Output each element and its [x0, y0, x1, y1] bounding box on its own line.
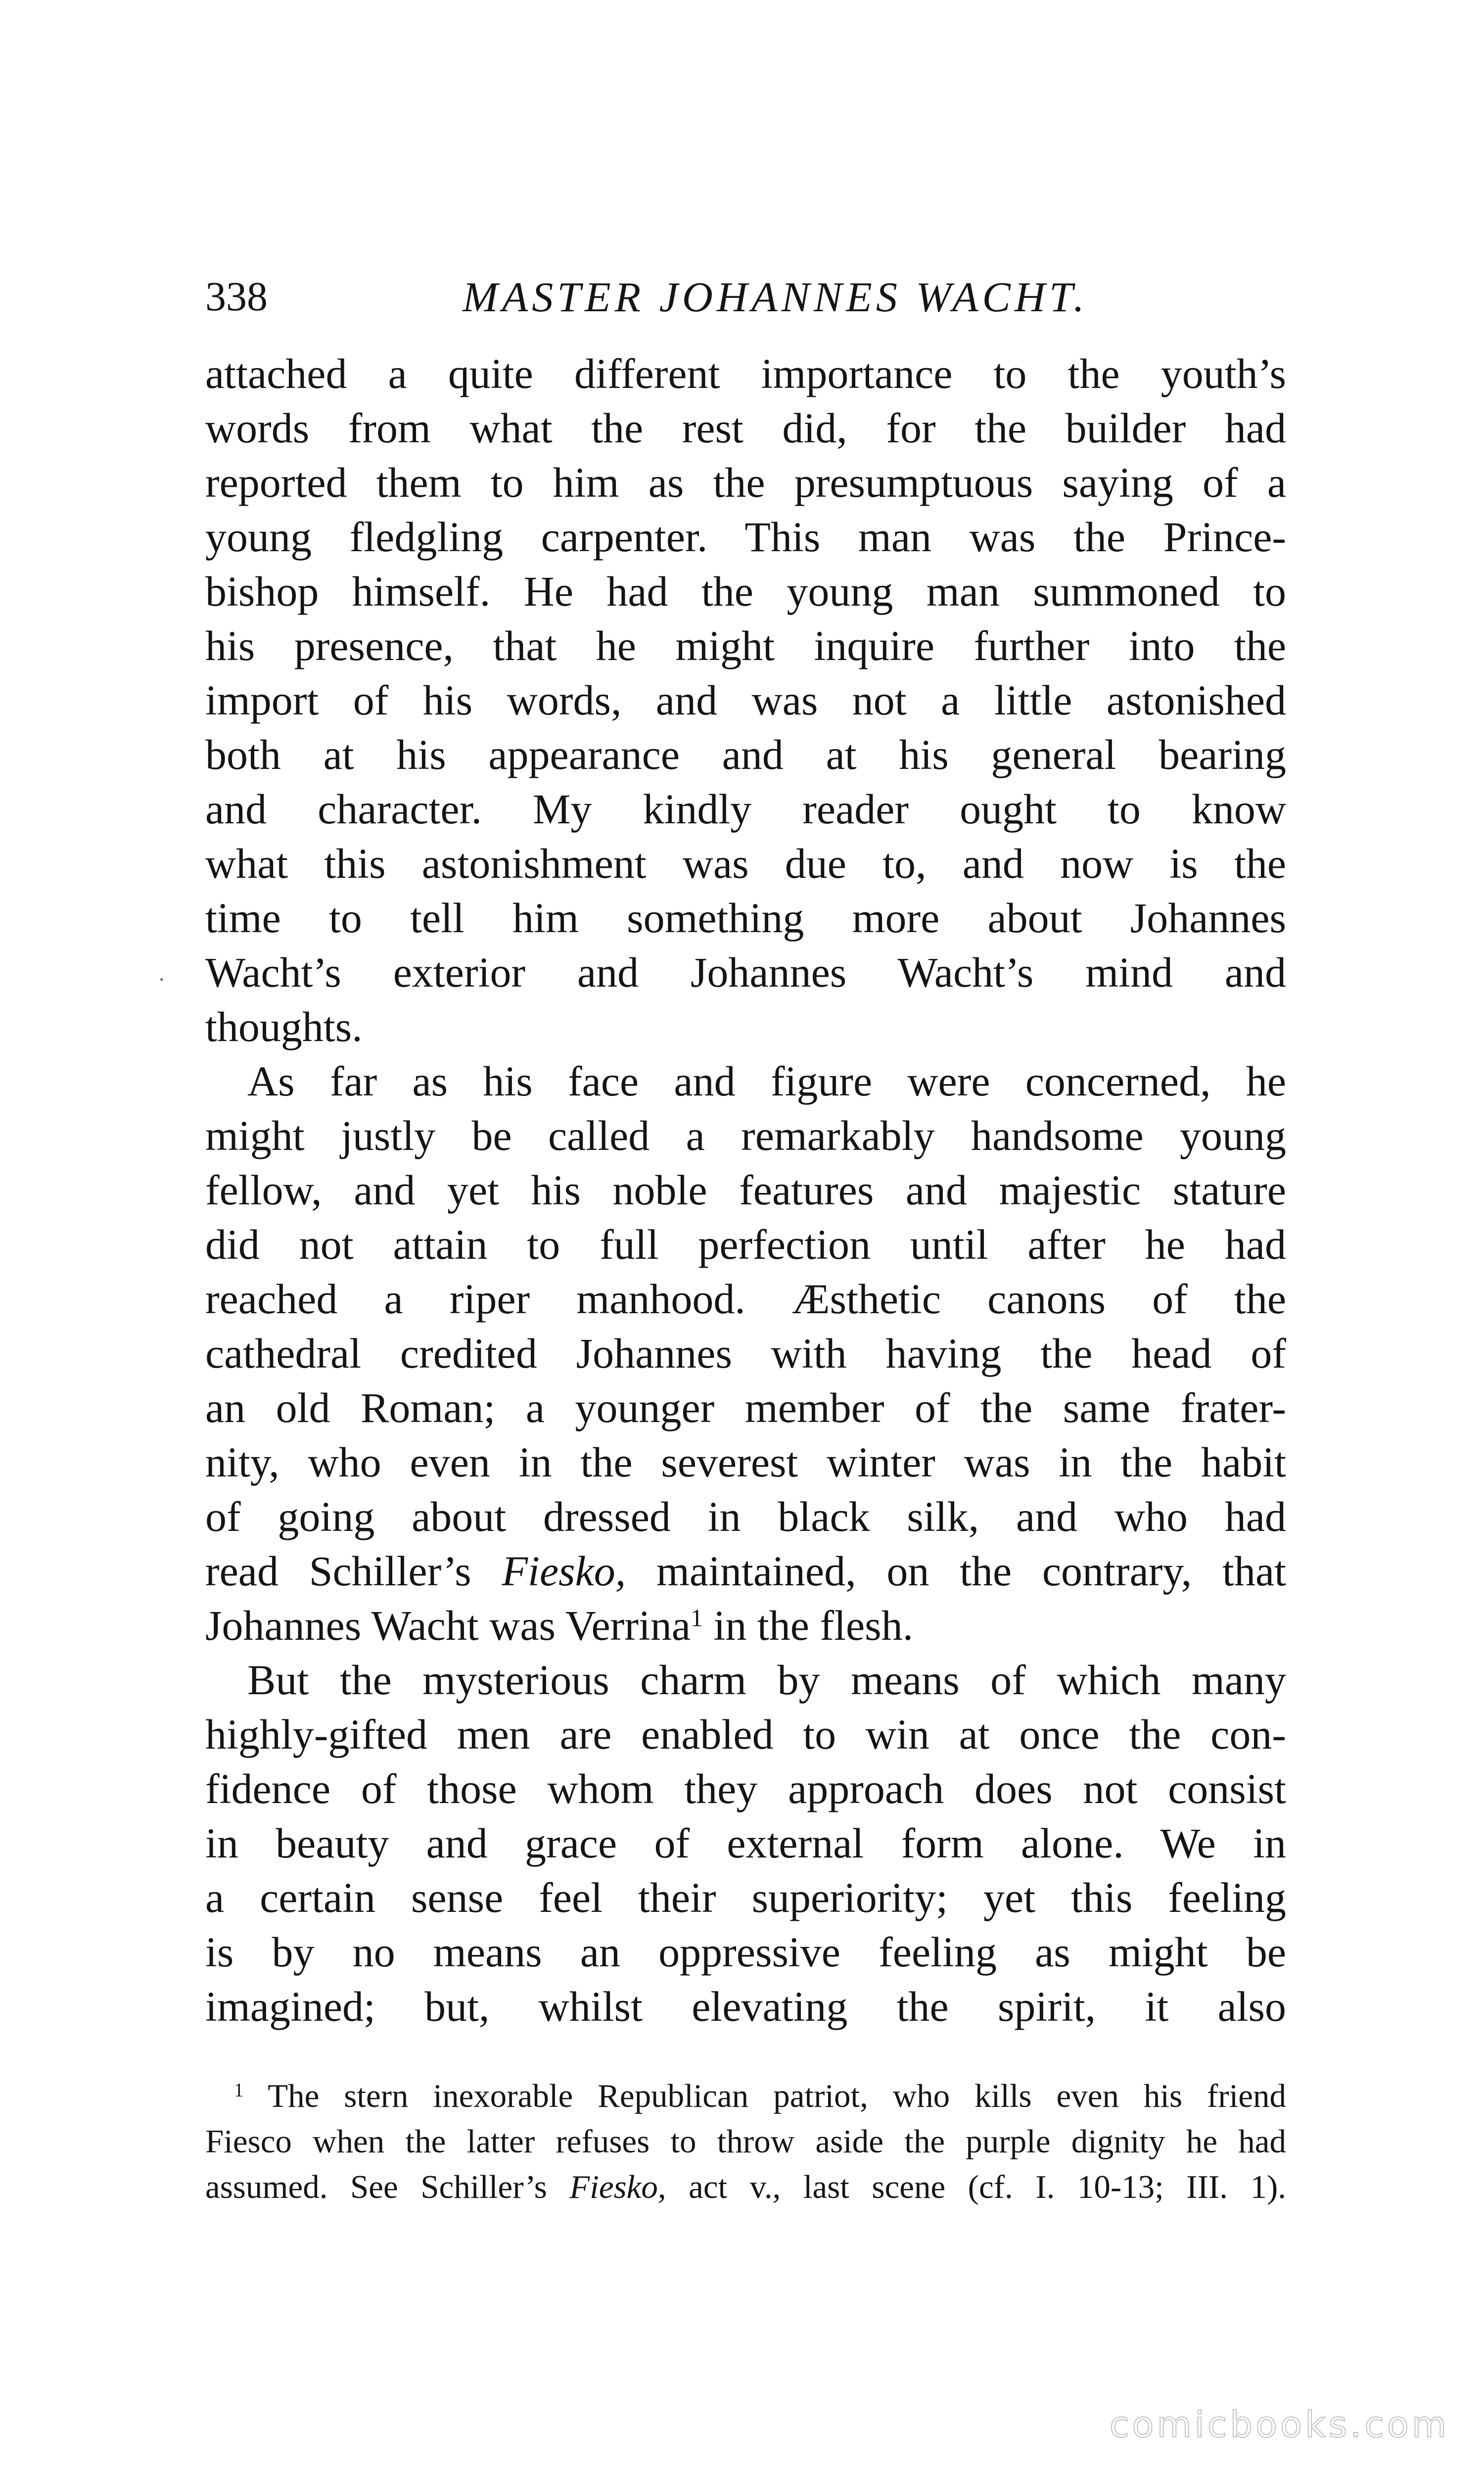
text-line: cathedral credited Johannes with having the head of	[205, 1330, 1286, 1377]
footnote-line	[205, 2164, 1286, 2210]
text-line: imagined; but, whilst elevating the spirit, it also	[205, 1983, 1286, 2030]
text-line: import of his words, and was not a little astonished	[205, 676, 1286, 724]
line-segment: Johannes Wacht was Verrina	[205, 1602, 691, 1649]
body-text	[205, 346, 1286, 2034]
text-line: did not attain to full perfection until after he had	[205, 1221, 1286, 1268]
text-line: a certain sense feel their superiority; yet this feeling	[205, 1874, 1286, 1921]
line-segment: assumed. See Schiller’s	[205, 2169, 547, 2205]
text-line: and character. My kindly reader ought to know	[205, 785, 1286, 833]
watermark: comicbooks.com	[1109, 2404, 1449, 2445]
book-title: Fiesko,	[569, 2169, 666, 2205]
text-line: nity, who even in the severest winter was in the habit	[205, 1438, 1286, 1486]
footnote-line: Fiesco when the latter refuses to throw aside the purple dignity he had	[205, 2123, 1286, 2160]
line-segment: The stern inexorable Republican patriot, who kills even his friend	[268, 2078, 1286, 2114]
text-line: highly-gifted men are enabled to win at once the con-	[205, 1711, 1286, 1758]
text-line: what this astonishment was due to, and now is the	[205, 840, 1286, 887]
text-line: might justly be called a remarkably handsome young	[205, 1112, 1286, 1159]
text-line: young fledgling carpenter. This man was the Prince-	[205, 513, 1286, 561]
text-line: fidence of those whom they approach does not consist	[205, 1765, 1286, 1812]
text-line: fellow, and yet his noble features and majestic stature	[205, 1166, 1286, 1214]
text-line: in beauty and grace of external form alone. We in	[205, 1819, 1286, 1867]
text-line: his presence, that he might inquire further into the	[205, 622, 1286, 669]
footnote-marker: 1	[234, 2079, 244, 2101]
text-line: As far as his face and figure were concerned, he	[247, 1057, 1286, 1105]
text-line: But the mysterious charm by means of which many	[247, 1656, 1286, 1704]
text-line: both at his appearance and at his general bearing	[205, 731, 1286, 778]
margin-mark: ·	[158, 968, 165, 991]
line-segment: maintained, on the contrary, that	[656, 1547, 1286, 1595]
footnote-reference: 1	[691, 1604, 703, 1632]
line-segment: act v., last scene (cf. I. 10-13; III. 1).	[689, 2169, 1286, 2205]
text-line: attached a quite different importance to the youth’s	[205, 350, 1286, 397]
text-line	[205, 1544, 1286, 1598]
text-line: is by no means an oppressive feeling as might be	[205, 1928, 1286, 1976]
footnote	[205, 2073, 1286, 2210]
text-line: bishop himself. He had the young man summoned to	[205, 568, 1286, 615]
text-line: of going about dressed in black silk, and who had	[205, 1493, 1286, 1540]
footnote-line	[205, 2073, 1286, 2119]
text-line: time to tell him something more about Johannes	[205, 894, 1286, 942]
book-title: Fiesko,	[502, 1547, 626, 1595]
page-header	[205, 270, 1286, 324]
line-segment: read Schiller’s	[205, 1547, 471, 1595]
text-line: Wacht’s exterior and Johannes Wacht’s mind and	[205, 949, 1286, 996]
line-segment: in the flesh.	[713, 1602, 914, 1649]
text-line	[205, 1598, 1286, 1653]
text-line: words from what the rest did, for the builder had	[205, 404, 1286, 452]
running-title: MASTER JOHANNES WACHT.	[463, 273, 1088, 321]
text-line: an old Roman; a younger member of the same frater-	[205, 1384, 1286, 1431]
text-line: reached a riper manhood. Æsthetic canons of the	[205, 1275, 1286, 1323]
page-number: 338	[205, 274, 268, 320]
text-line: reported them to him as the presumptuous saying of a	[205, 459, 1286, 506]
text-line: thoughts.	[205, 1003, 363, 1050]
